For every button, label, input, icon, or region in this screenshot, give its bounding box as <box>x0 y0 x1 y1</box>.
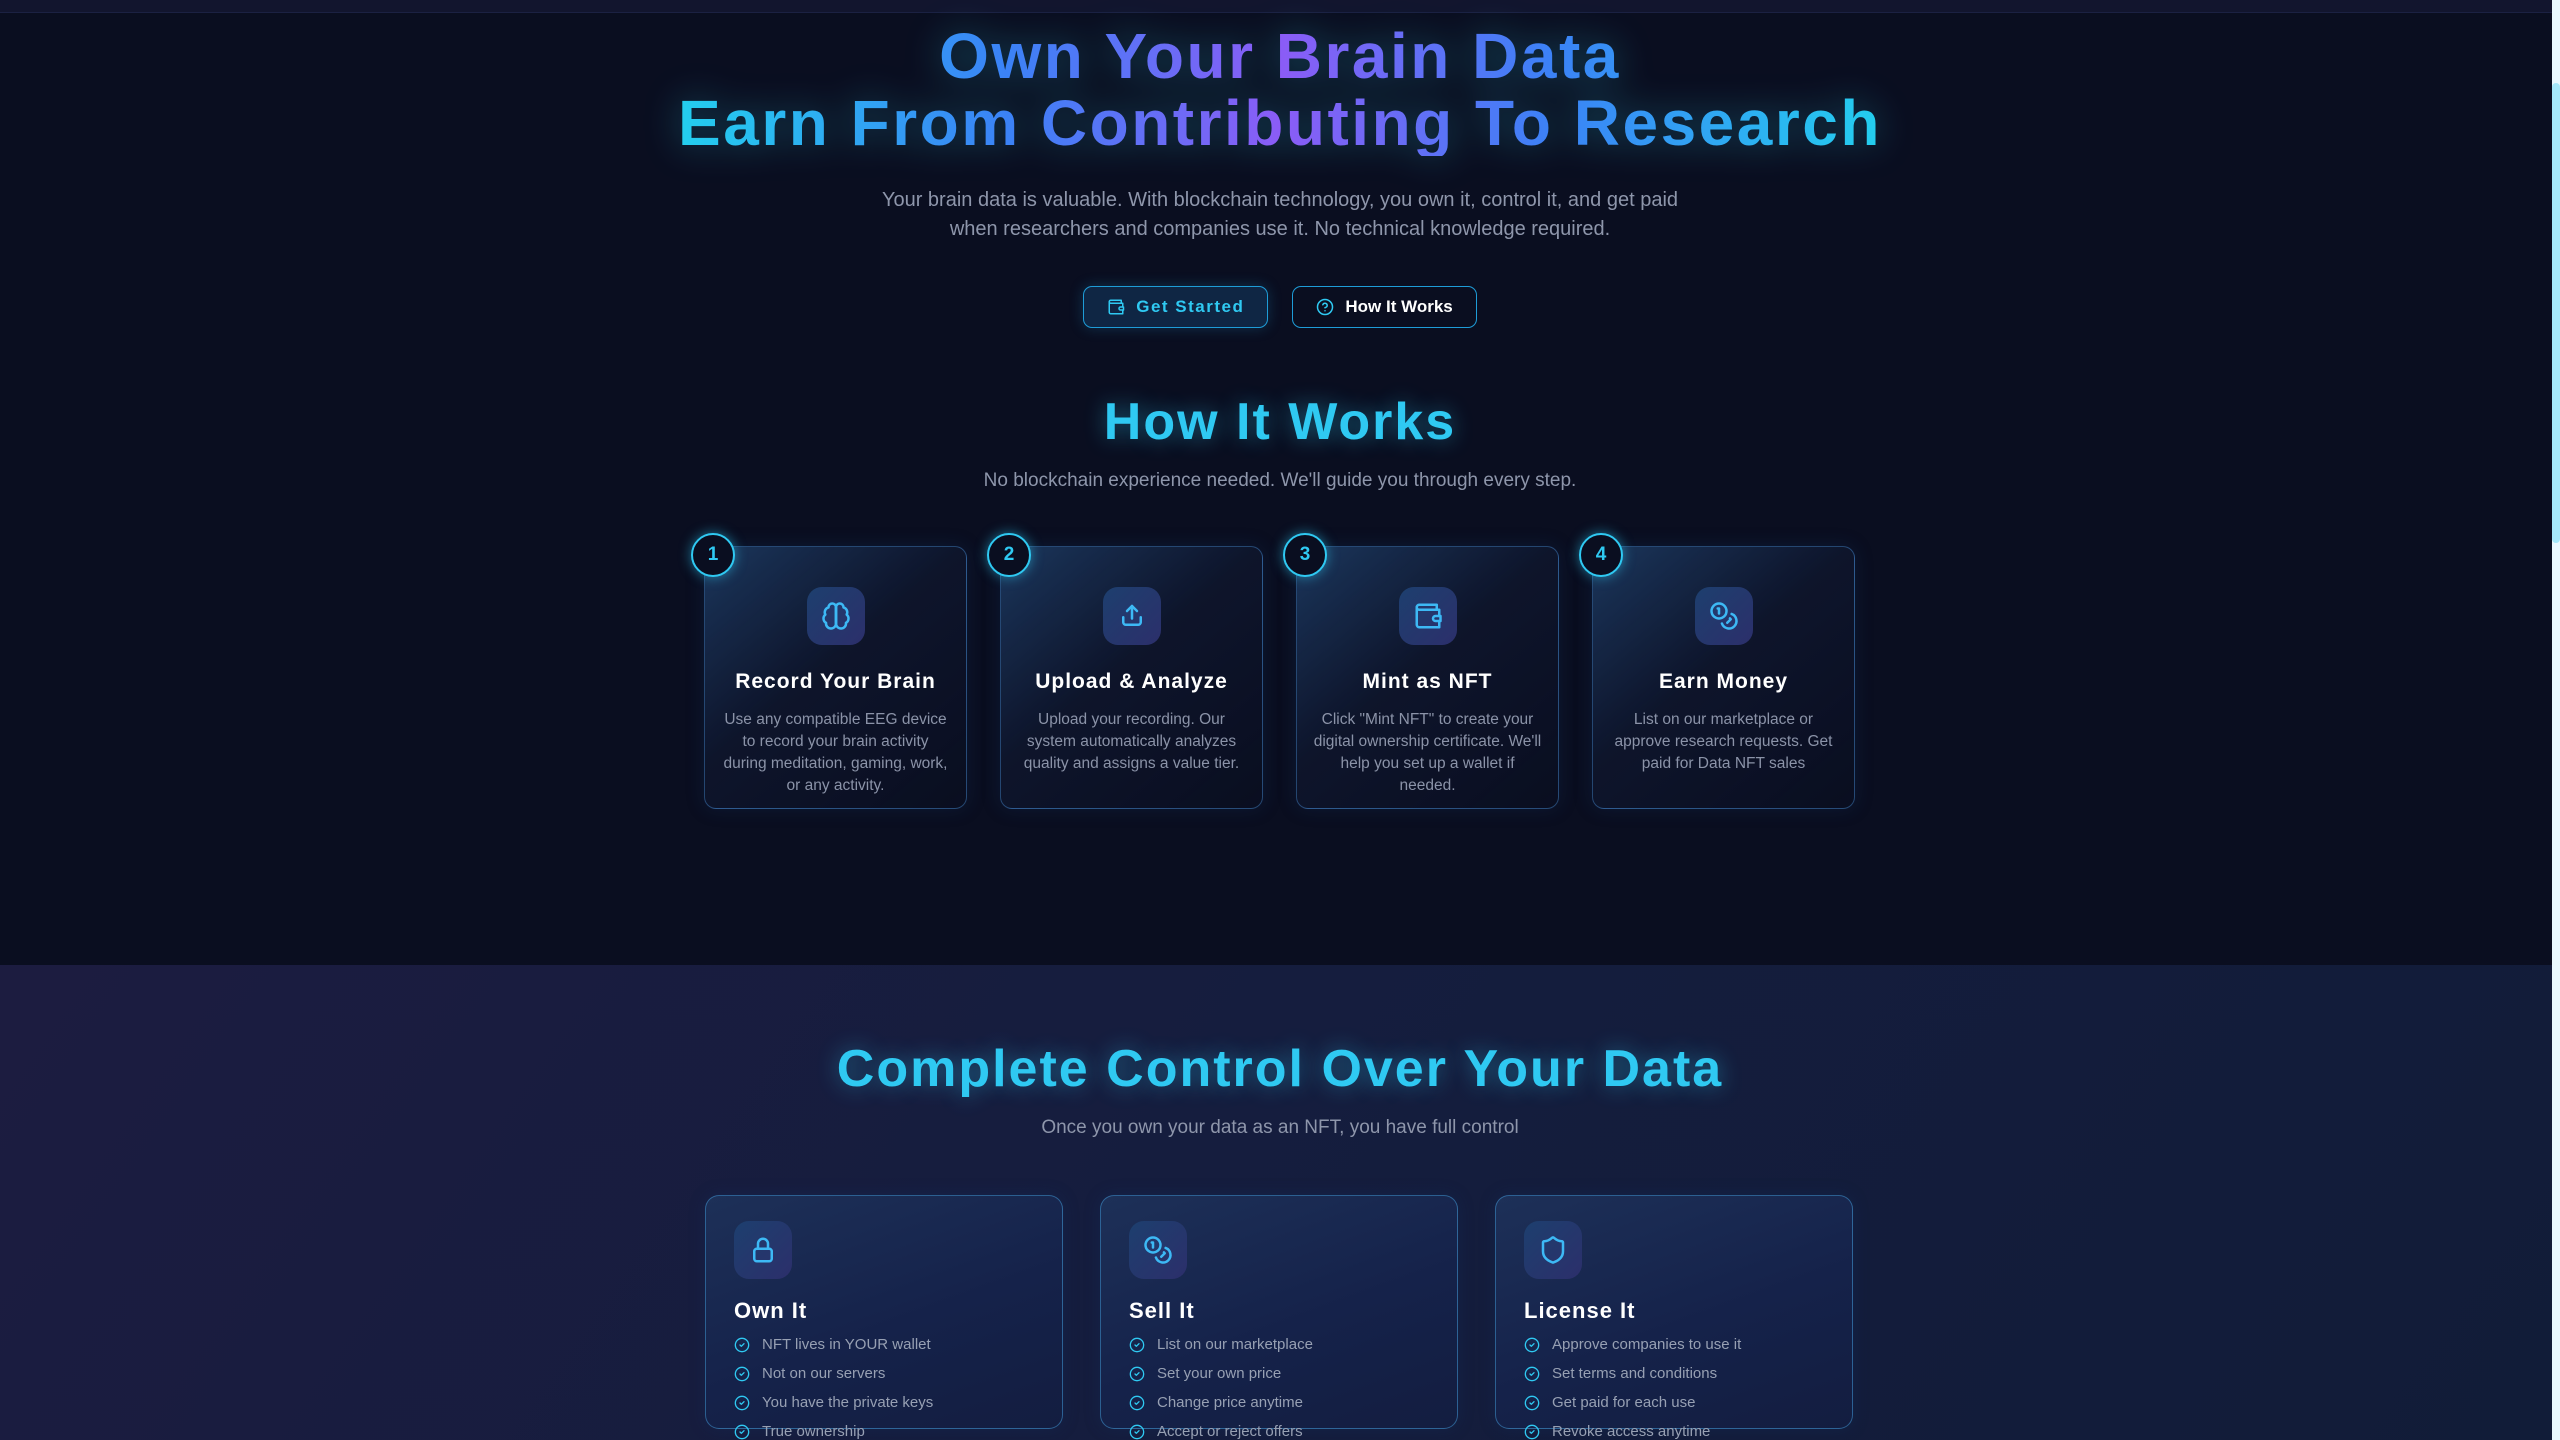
list-item <box>1129 1423 1429 1440</box>
hero-buttons <box>0 286 2560 328</box>
list-item <box>1524 1336 1824 1353</box>
list-item <box>1129 1336 1429 1353</box>
how-it-works-label: How It Works <box>1345 297 1453 317</box>
upload-icon <box>1103 587 1161 645</box>
check-circle-icon <box>1129 1337 1145 1353</box>
list-item-label: NFT lives in YOUR wallet <box>762 1336 931 1353</box>
sell-it-card <box>1100 1195 1458 1440</box>
control-heading: Complete Control Over Your Data <box>836 1040 1724 1098</box>
card-title: Own It <box>734 1298 808 1323</box>
hero-title <box>660 20 1900 159</box>
step-title: Earn Money <box>1658 670 1789 694</box>
step-number-badge: 4 <box>1579 533 1623 577</box>
list-item <box>734 1394 1034 1411</box>
check-circle-icon <box>1524 1395 1540 1411</box>
list-item <box>734 1423 1034 1440</box>
brain-icon <box>807 587 865 645</box>
check-list <box>1524 1336 1824 1440</box>
step-card-mint <box>1296 546 1559 809</box>
list-item-label: You have the private keys <box>762 1394 934 1411</box>
wallet-icon <box>1107 298 1125 316</box>
check-circle-icon <box>734 1424 750 1440</box>
step-number-badge: 1 <box>691 533 735 577</box>
list-item <box>1129 1394 1429 1411</box>
check-list <box>734 1336 1034 1440</box>
check-circle-icon <box>1524 1337 1540 1353</box>
step-card-earn <box>1592 546 1855 809</box>
check-circle-icon <box>1524 1366 1540 1382</box>
list-item-label: Get paid for each use <box>1552 1394 1696 1411</box>
how-it-works-button[interactable] <box>1292 286 1476 328</box>
control-cards-row <box>705 1195 1855 1440</box>
scrollbar-track[interactable] <box>2552 0 2560 1440</box>
list-item-label: Change price anytime <box>1157 1394 1303 1411</box>
list-item <box>1524 1423 1824 1440</box>
step-title: Record Your Brain <box>735 670 936 694</box>
step-description: List on our marketplace or approve research requests. Get paid for Data NFT sales <box>1614 711 1833 773</box>
step-number-badge: 2 <box>987 533 1031 577</box>
own-it-card <box>705 1195 1063 1440</box>
control-section <box>0 965 2560 1440</box>
list-item <box>1129 1365 1429 1382</box>
how-it-works-subtitle: No blockchain experience needed. We'll guide you through every step. <box>983 470 1577 492</box>
check-list <box>1129 1336 1429 1440</box>
scrollbar-thumb[interactable] <box>2552 83 2560 543</box>
list-item-label: Set terms and conditions <box>1552 1365 1718 1382</box>
step-title: Mint as NFT <box>1362 670 1493 694</box>
step-card-record <box>704 546 967 809</box>
check-circle-icon <box>1524 1424 1540 1440</box>
how-it-works-heading: How It Works <box>1103 393 1457 452</box>
list-item <box>734 1336 1034 1353</box>
list-item-label: Revoke access anytime <box>1552 1423 1711 1440</box>
card-title: License It <box>1524 1298 1636 1323</box>
check-circle-icon <box>1129 1395 1145 1411</box>
check-circle-icon <box>1129 1366 1145 1382</box>
card-title: Sell It <box>1129 1298 1195 1323</box>
shield-icon <box>1524 1221 1582 1279</box>
get-started-label: Get Started <box>1136 297 1245 317</box>
hero-subtitle: Your brain data is valuable. With blockchain technology, you own it, control it, and get paid when researchers and companies use it. No technical knowledge required. <box>881 189 1679 241</box>
list-item-label: Accept or reject offers <box>1157 1423 1303 1440</box>
step-description: Use any compatible EEG device to record your brain activity during meditation, gaming, work, or any activity. <box>723 711 948 795</box>
step-title: Upload & Analyze <box>1035 670 1228 694</box>
check-circle-icon <box>1129 1424 1145 1440</box>
check-circle-icon <box>734 1366 750 1382</box>
get-started-button[interactable] <box>1083 286 1268 328</box>
list-item-label: True ownership <box>762 1423 865 1440</box>
list-item-label: Set your own price <box>1157 1365 1282 1382</box>
hero-title-line1: Own Your Brain Data <box>939 20 1621 92</box>
step-description: Upload your recording. Our system automatically analyzes quality and assigns a value tier. <box>1023 711 1240 773</box>
wallet-icon <box>1399 587 1457 645</box>
list-item <box>1524 1365 1824 1382</box>
check-circle-icon <box>734 1395 750 1411</box>
step-description: Click "Mint NFT" to create your digital ownership certificate. We'll help you set up a wallet if needed. <box>1313 711 1542 795</box>
check-circle-icon <box>734 1337 750 1353</box>
list-item-label: Approve companies to use it <box>1552 1336 1742 1353</box>
list-item <box>1524 1394 1824 1411</box>
steps-row <box>704 546 1856 809</box>
list-item-label: List on our marketplace <box>1157 1336 1313 1353</box>
list-item <box>734 1365 1034 1382</box>
step-number-badge: 3 <box>1283 533 1327 577</box>
coins-icon <box>1695 587 1753 645</box>
step-card-upload <box>1000 546 1263 809</box>
lock-icon <box>734 1221 792 1279</box>
license-it-card <box>1495 1195 1853 1440</box>
coins-icon <box>1129 1221 1187 1279</box>
list-item-label: Not on our servers <box>762 1365 886 1382</box>
previous-section-edge <box>0 0 2560 13</box>
control-subtitle: Once you own your data as an NFT, you have full control <box>1041 1117 1519 1138</box>
help-circle-icon <box>1316 298 1334 316</box>
hero-title-line2: Earn From Contributing To Research <box>678 86 1882 159</box>
